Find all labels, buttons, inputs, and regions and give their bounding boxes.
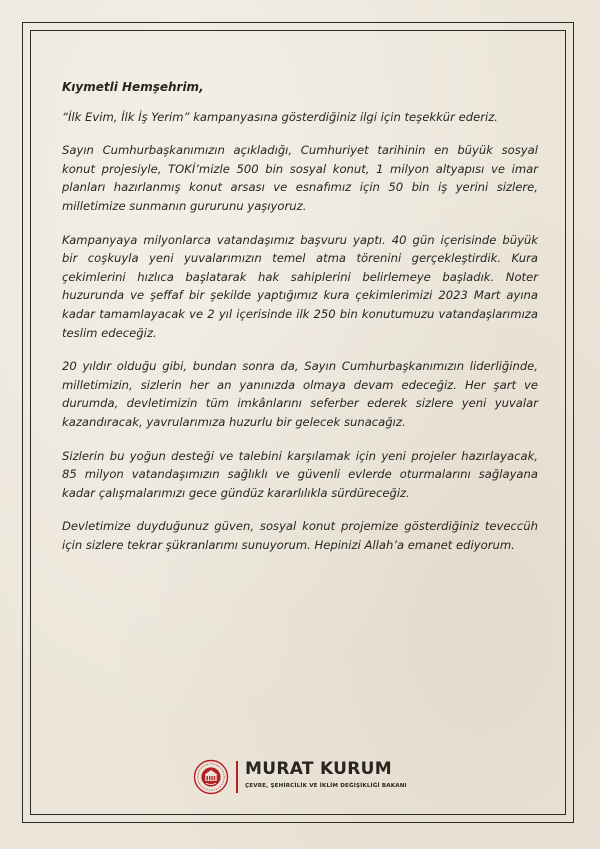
paragraph-future-projects: Sizlerin bu yoğun desteği ve talebini karşılamak için yeni projeler hazırlayacak, 85 milyon vatandaşımızın sağlıklı ve güvenli evlerde oturmalarını sağlayana kadar çalışmalarımızı gece gündüz kararlılıkla sürdüreceğiz.: [62, 448, 538, 500]
paragraph-campaign: Kampanyaya milyonlarca vatandaşımız başvuru yaptı. 40 gün içerisinde büyük bir coşkuyla yeni yuvalarımızın temel atma törenini gerçekleştirdik. Kura çekimlerini hızlıca başlatarak hak sahiplerini belirlemeye başladık. Noter huzurunda ve şeffaf bir şekilde yaptığımız kura çekimlerimizi 2023 Mart ayına kadar tamamlayacak ve 2 yıl içerisinde ilk 250 bin konutumuzu vatandaşlarımıza teslim edeceğiz.: [62, 232, 538, 340]
paragraph-commitment: 20 yıldır olduğu gibi, bundan sonra da, Sayın Cumhurbaşkanımızın liderliğinde, milletimizin, sizlerin her an yanınızda olmaya devam edeceğiz. Her şart ve durumda, devletimizin tüm imkânlarını seferber ederek sizlere yeni yuvalar kazandıracak, yavrularımıza huzurlu bir gelecek sunacağız.: [62, 359, 538, 429]
paragraph-project: Sayın Cumhurbaşkanımızın açıkladığı, Cumhuriyet tarihinin en büyük sosyal konut projesiyle, TOKİ’mizle 500 bin sosyal konut, 1 milyon altyapısı ve imar planları hazırlanmış konut arsası ve esnafımız için 50 bin iş yerini sizlere, milletimize sunmanın gururunu yaşıyoruz.: [62, 143, 538, 213]
salutation: Kıymetli Hemşehrim,: [62, 80, 204, 94]
signature-divider: [236, 761, 238, 793]
signatory-title: ÇEVRE, ŞEHİRCİLİK VE İKLİM DEĞİŞİKLİĞİ BAKANI: [245, 783, 407, 789]
signature-block: [193, 757, 423, 797]
paragraph-thanks: “İlk Evim, İlk İş Yerim” kampanyasına gösterdiğiniz ilgi için teşekkür ederiz.: [62, 109, 498, 124]
signatory-name: MURAT KURUM: [245, 759, 392, 779]
paragraph-closing: Devletimize duyduğunuz güven, sosyal konut projemize gösterdiğiniz teveccüh için sizlere tekrar şükranlarımı sunuyorum. Hepinizi Allah’a emanet ediyorum.: [62, 519, 538, 552]
ministry-seal-icon: [193, 759, 229, 795]
letter-body: [62, 78, 538, 569]
